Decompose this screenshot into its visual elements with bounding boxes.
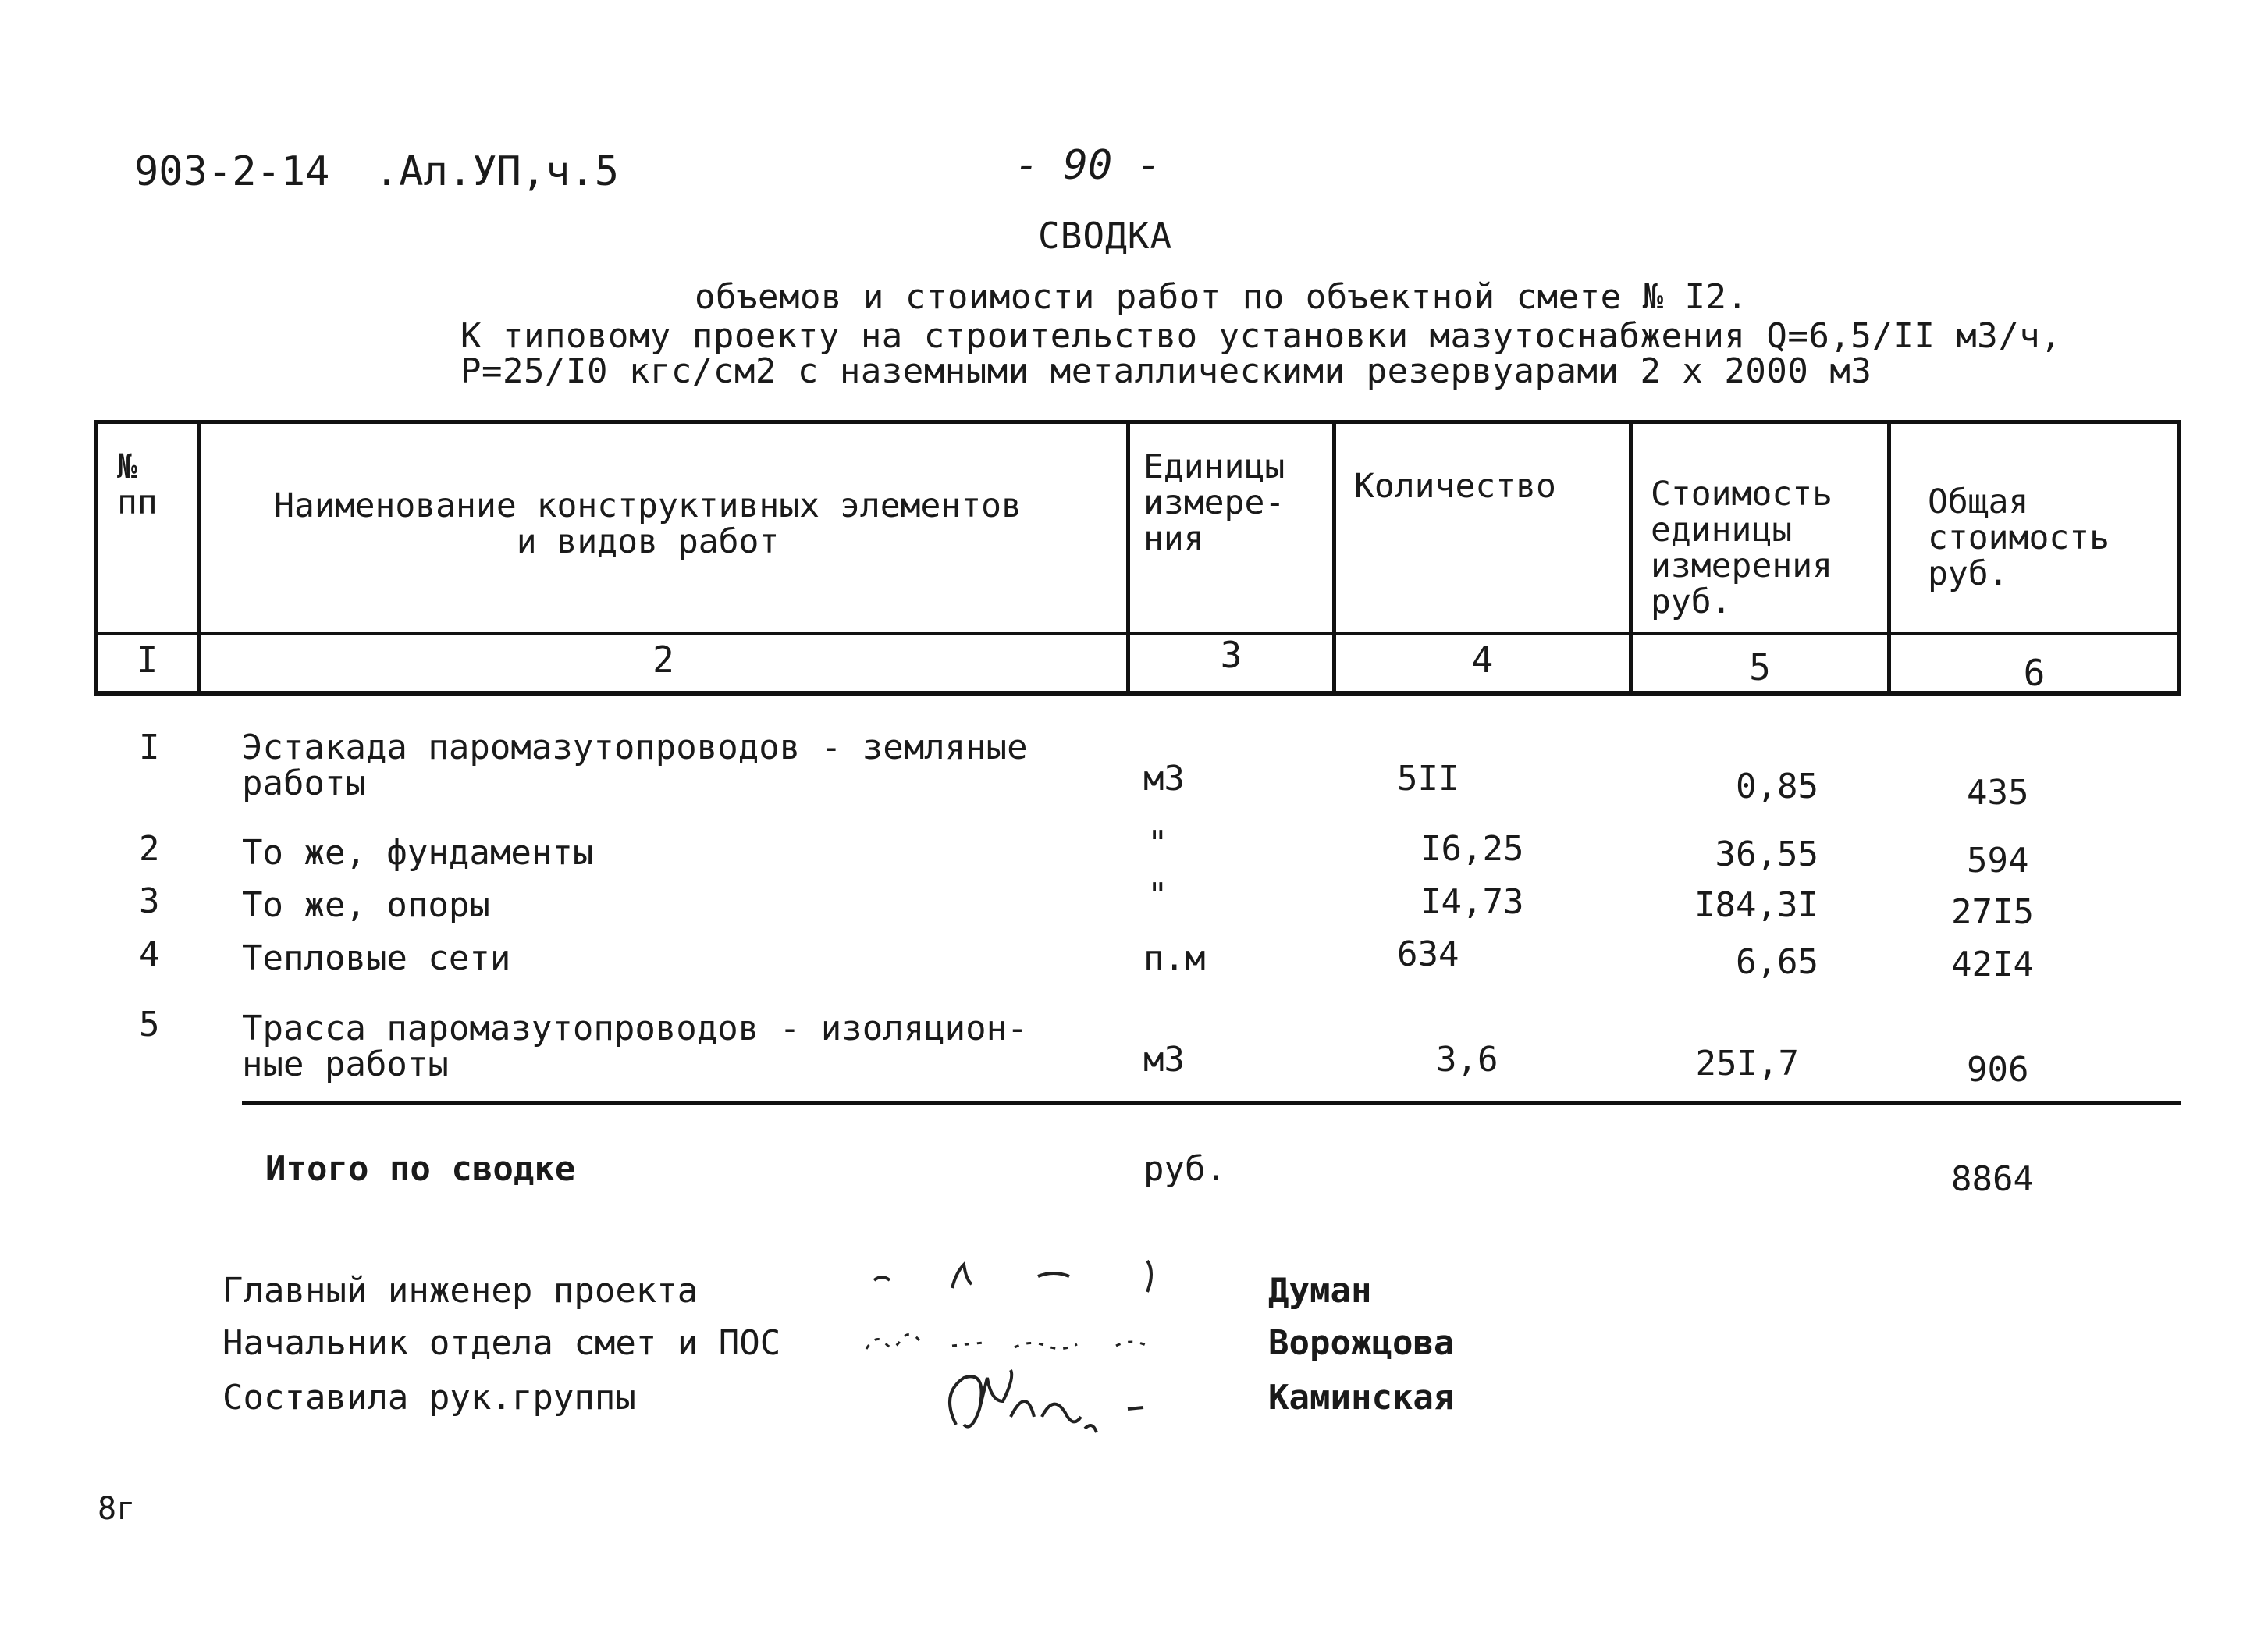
col-number-5: 5 [1749,646,1771,689]
row-number: 2 [139,829,160,869]
subtitle-line-2: К типовому проекту на строительство установки мазутоснабжения Q=6,5/II м3/ч, [460,316,2062,356]
subtitle-line-3: Р=25/I0 кгс/см2 с наземными металлическими резервуарами 2 х 2000 м3 [460,351,1872,391]
row-name: Тепловые сети [242,938,511,978]
header-bottom-border [94,691,2181,696]
col-number-2: 2 [652,639,674,681]
row-unit-cost: 0,85 [1736,767,1818,806]
row-total: 42I4 [1951,945,2034,984]
row-unit: " [1147,824,1168,863]
total-separator [242,1101,2181,1105]
signature-name-1: Думан [1268,1271,1372,1311]
total-unit: руб. [1143,1149,1226,1189]
row-name: То же, фундаменты [242,833,594,873]
row-number: 3 [139,881,160,921]
signature-role-1: Главный инженер проекта [222,1271,699,1311]
row-unit-cost: 25I,7 [1695,1044,1799,1083]
signature-role-2: Начальник отдела смет и ПОС [222,1323,781,1363]
col-header-quantity: Количество [1354,467,1556,506]
subtitle-line-1: объемов и стоимости работ по объектной смете № I2. [695,277,1748,317]
row-quantity: 5II [1397,759,1459,799]
col-number-4: 4 [1471,639,1494,681]
row-name: То же, опоры [242,885,490,925]
total-label: Итого по сводке [265,1149,576,1189]
col-header-unit: Единицы измере- ния [1143,447,1285,558]
handwritten-signature-3 [933,1354,1182,1448]
row-unit: п.м [1143,938,1206,978]
row-total: 594 [1967,841,2029,881]
col-number-3: 3 [1220,634,1242,676]
footer-mark: 8г [98,1491,136,1527]
row-quantity: 3,6 [1436,1040,1498,1080]
row-quantity: 634 [1397,934,1459,974]
col-number-6: 6 [2023,652,2046,694]
row-quantity: I4,73 [1420,882,1524,922]
signature-role-3: Составила рук.группы [222,1378,636,1418]
row-total: 27I5 [1951,892,2034,932]
col-border-6 [2177,420,2181,693]
handwritten-signature-1 [858,1233,1186,1311]
total-value: 8864 [1951,1159,2034,1199]
col-header-total-cost: Общая стоимость руб. [1928,482,2110,593]
album-reference: .Ал.УП,ч.5 [375,148,620,195]
row-number: 4 [139,934,160,974]
row-unit: " [1147,876,1168,916]
row-name: Трасса паромазутопроводов - изоляцион- ные работы [242,1009,1028,1084]
table-top-border [94,420,2181,424]
row-quantity: I6,25 [1420,829,1524,869]
signature-name-2: Ворожцова [1268,1323,1455,1363]
row-unit-cost: 6,65 [1736,942,1818,982]
page-number: - 90 - [1015,142,1161,189]
col-number-1: I [136,639,158,681]
row-unit: м3 [1143,759,1185,799]
row-total: 435 [1967,773,2029,813]
row-number: I [139,728,160,767]
row-unit-cost: I84,3I [1694,885,1818,925]
row-name: Эстакада паромазутопроводов - земляные работы [242,728,1028,803]
row-number: 5 [139,1005,160,1044]
signature-name-3: Каминская [1268,1378,1455,1418]
col-header-number: № пп [117,447,158,522]
document-code: 903-2-14 [134,148,330,195]
row-total: 906 [1967,1050,2029,1090]
row-unit-cost: 36,55 [1715,834,1818,874]
document-title: СВОДКА [1038,215,1173,257]
col-header-unit-cost: Стоимость единицы измерения руб. [1651,475,1833,621]
col-header-name: Наименование конструктивных элементов и видов работ [274,486,1022,561]
row-unit: м3 [1143,1040,1185,1080]
